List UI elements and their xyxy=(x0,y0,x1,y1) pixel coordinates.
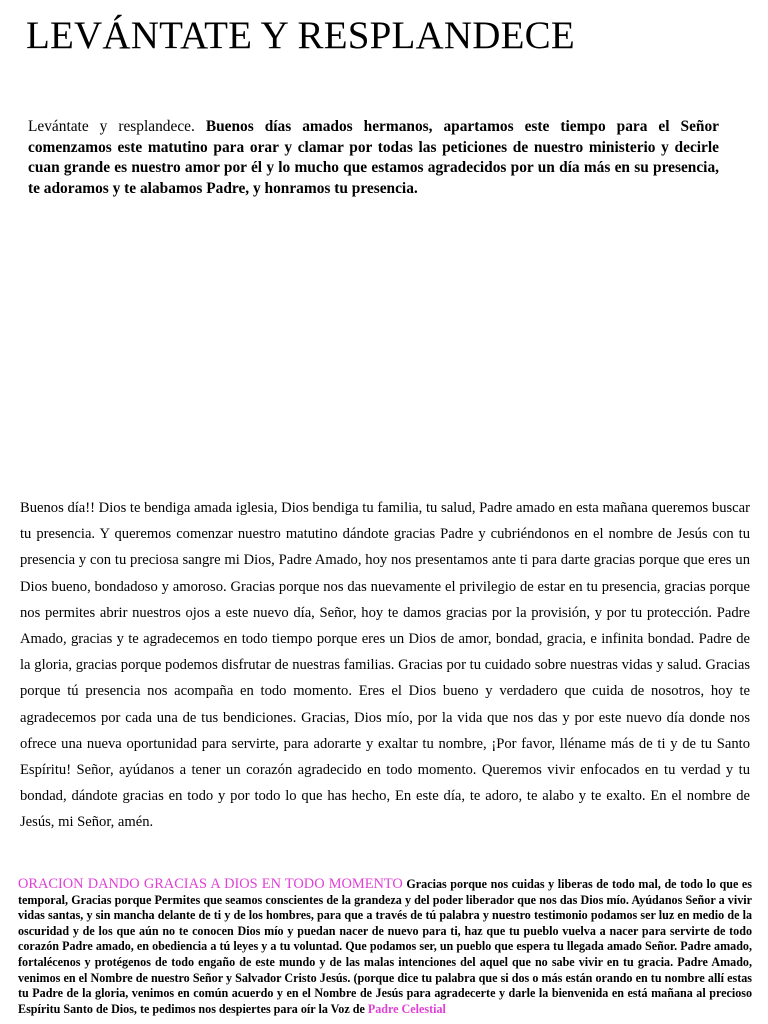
prayer-text: Gracias porque nos cuidas y liberas de todo mal, de todo lo que es temporal, Gracias porque Permites que seamos conscientes de la grandeza y del poder liberador que nos das Dios mío. Ayúdanos Señor a vivir vidas santas, y sin mancha delante de ti y de los hombres, para que a través de tú palabra y nuestro testimonio podamos ser luz en medio de la oscuridad y de los que aún no te conocen Dios mío y puedan nacer de nuevo para ti, haz que tu pueblo vuelva a nacer para servirte de todo corazón Padre amado, en obediencia a tú leyes y a tu voluntad. Que podamos ser, un pueblo que espera tu llegada amado Señor. Padre amado, fortalécenos y protégenos de todo engaño de este mundo y de las malas intenciones del aquel que no sabe vivir en tu gracia. Padre Amado, venimos en el Nombre de nuestro Señor y Salvador Cristo Jesús. (porque dice tu palabra que si dos o más están orando en tu nombre allí estas tu Padre de la gloria, venimos en común acuerdo y en el Nombre de Jesús para agradecerte y darle la bienvenida en está mañana al precioso Espíritu Santo de Dios, te pedimos nos despiertes para oír la Voz de xyxy=(18,877,752,1016)
intro-lead-text: Levántate y resplandece. xyxy=(28,118,206,135)
page-title: LEVÁNTATE Y RESPLANDECE xyxy=(26,14,575,57)
prayer-heading: ORACIÓN DANDO GRACIAS A DIOS EN TODO MOMENTO xyxy=(18,877,403,892)
intro-paragraph xyxy=(28,117,719,199)
prayer-section xyxy=(18,877,752,1024)
prayer-trailing-text: Padre Celestial xyxy=(364,1001,446,1016)
intro-bold-text: Buenos días amados hermanos, apartamos este tiempo para el Señor comenzamos este matutino para orar y clamar por todas las peticiones de nuestro ministerio y decirle cuan grande es nuestro amor por él y lo mucho que estamos agradecidos por un día más en su presencia, te adoramos y te alabamos Padre, y honramos tu presencia. xyxy=(28,118,719,197)
body-paragraph: Buenos día!! Dios te bendiga amada iglesia, Dios bendiga tu familia, tu salud, Padre amado en esta mañana queremos buscar tu presencia. Y queremos comenzar nuestro matutino dándote gracias Padre y cubriéndonos en el nombre de Jesús con tu presencia y con tu preciosa sangre mi Dios, Padre Amado, hoy nos presentamos ante ti para darte gracias porque que eres un Dios bueno, bondadoso y amoroso. Gracias porque nos das nuevamente el privilegio de estar en tu presencia, gracias porque nos permites abrir nuestros ojos a este nuevo día, Señor, hoy te damos gracias por la provisión, y por tu protección. Padre Amado, gracias y te agradecemos en todo tiempo porque eres un Dios de amor, bondad, gracia, e infinita bondad. Padre de la gloria, gracias porque podemos disfrutar de nuestras familias. Gracias por tu cuidado sobre nuestras vidas y salud. Gracias porque tú presencia nos acompaña en todo momento. Eres el Dios bueno y verdadero que cuida de nosotros, hoy te agradecemos por cada una de tus bendiciones. Gracias, Dios mío, por la vida que nos das y por este nuevo día donde nos ofrece una nueva oportunidad para servirte, para adorarte y exaltar tu nombre, ¡Por favor, lléname más de ti y de tu Santo Espíritu! Señor, ayúdanos a tener un corazón agradecido en todo momento. Queremos vivir enfocados en tu verdad y tu bondad, dándote gracias en todo y por todo lo que has hecho, En este día, te adoro, te alabo y te exalto. En el nombre de Jesús, mi Señor, amén. xyxy=(20,500,750,831)
